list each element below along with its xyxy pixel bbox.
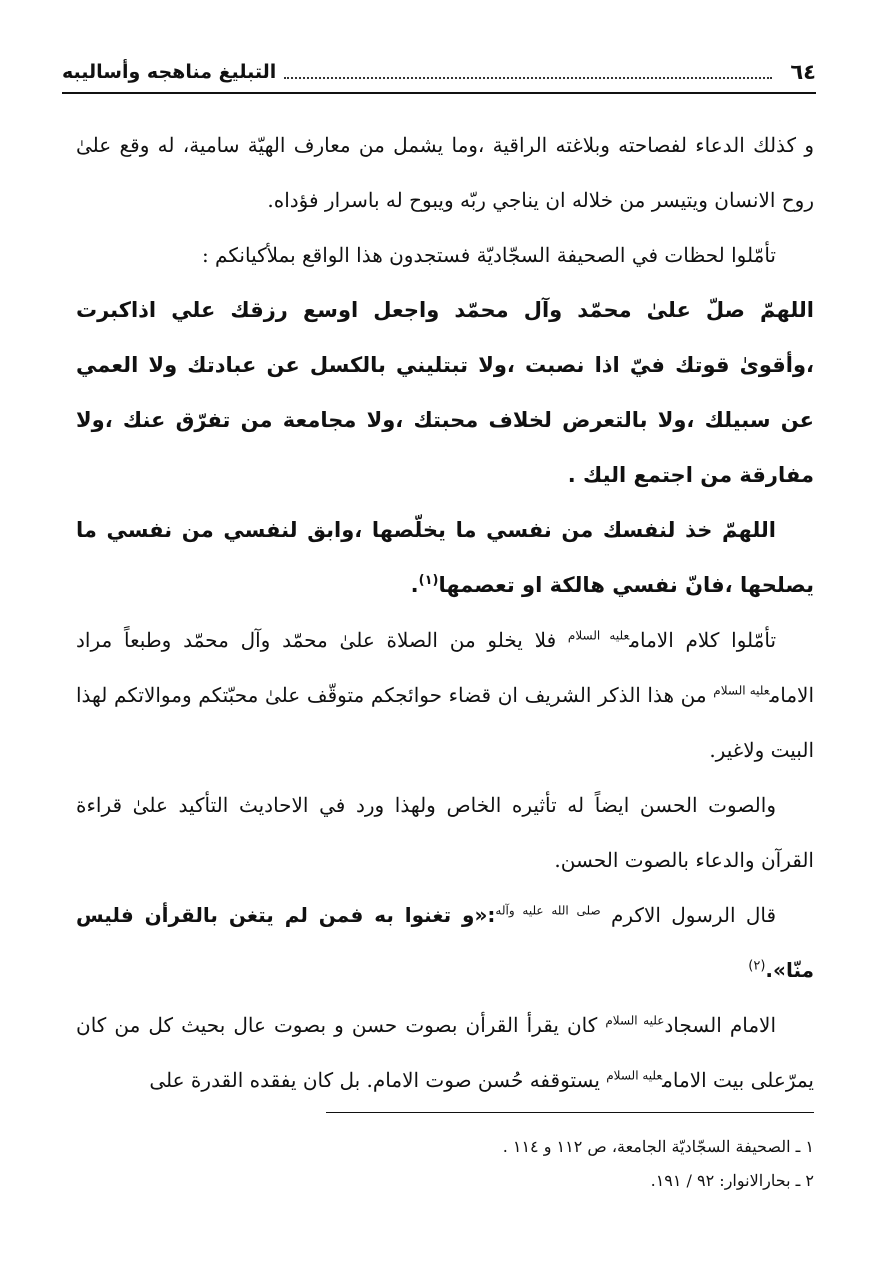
footnotes [314,1130,814,1198]
honorific-glyph: عليه السلام [605,1013,665,1028]
paragraph-6-mid: كان يقرأ القرأن بصوت حسن و بصوت عال بحيث كل من كان يمرّعلى بيت الامام [76,1013,814,1092]
footnote-ref-2: (٢) [748,958,766,974]
prayer-2-text: اللهمّ خذ لنفسك من نفسي ما يخلّصها ،وابق لنفسي من نفسي ما يصلحها ،فانّ نفسي هالكة او تعصمها [76,518,814,597]
footnote-ref-1: (١) [418,573,439,588]
paragraph-1: و كذلك الدعاء لفصاحته وبلاغته الراقية ،وما يشمل من معارف الهيّة سامية، له وقع علىٰ روح الانسان ويتيسر من خلاله ان يناجي ربّه ويبوح له باسرار فؤداه. [76,133,814,212]
paragraph-5 [76,888,814,998]
page-number: ٦٤ [790,60,816,84]
body-text [76,118,814,1108]
footnote-separator [326,1112,814,1113]
paragraph-6-start: الامام السجاد [664,1013,777,1037]
paragraph-6 [76,998,814,1108]
honorific-glyph: عليه السلام [713,683,770,698]
prayer-2 [76,503,814,613]
hadith-quote: :«و تغنوا به فمن لم يتغن بالقرأن فليس منّا». [76,903,814,982]
prayer-1: اللهمّ صلّ علىٰ محمّد وآل محمّد واجعل اوسع رزقك علي اذاكبرت ،وأقوىٰ قوتك فيّ اذا نصبت ،ولا تبتليني بالكسل عن عبادتك ولا العمي عن سبيلك ،ولا بالتعرض لخلاف محبتك ،ولا مجامعة من تفرّق عنك ،ولا مفارقة من اجتمع اليك . [76,298,814,487]
running-title: التبليغ مناهجه وأساليبه [62,61,277,83]
honorific-glyph: عليه السلام [606,1068,663,1083]
paragraph-3-start: تأمّلوا كلام الامام [629,628,777,652]
honorific-glyph: عليه السلام [567,628,630,643]
paragraph-3-mid: فلا يخلو من الصلاة علىٰ محمّد وآل محمّد وطبعاً مراد الامام [76,628,815,707]
paragraph-6-end: يستوقفه حُسن صوت الامام. بل كان يفقده القدرة على [149,1068,600,1092]
paragraph-3-end: من هذا الذكر الشريف ان قضاء حوائجكم متوقّف علىٰ محبّتكم وموالاتكم لهذا البيت ولاغير. [76,683,814,762]
header-leader-dots [284,77,772,79]
running-header [62,52,816,94]
footnote-2: ٢ ـ بحارالانوار: ٩٢ / ١٩١. [650,1171,814,1190]
paragraph-3 [76,613,814,778]
prayer-2-end: . [410,573,419,597]
paragraph-2: تأمّلوا لحظات في الصحيفة السجّاديّة فستجدون هذا الواقع بملأكيانكم : [201,243,776,267]
paragraph-5-start: قال الرسول الاكرم [611,903,777,927]
honorific-glyph: صلى الله عليه وآله [495,903,601,918]
paragraph-4: والصوت الحسن ايضاً له تأثيره الخاص ولهذا ورد في الاحاديث التأكيد علىٰ قراءة القرآن والدعاء بالصوت الحسن. [76,793,814,872]
footnote-1: ١ ـ الصحيفة السجّاديّة الجامعة، ص ١١٢ و ١١٤ . [502,1137,814,1156]
